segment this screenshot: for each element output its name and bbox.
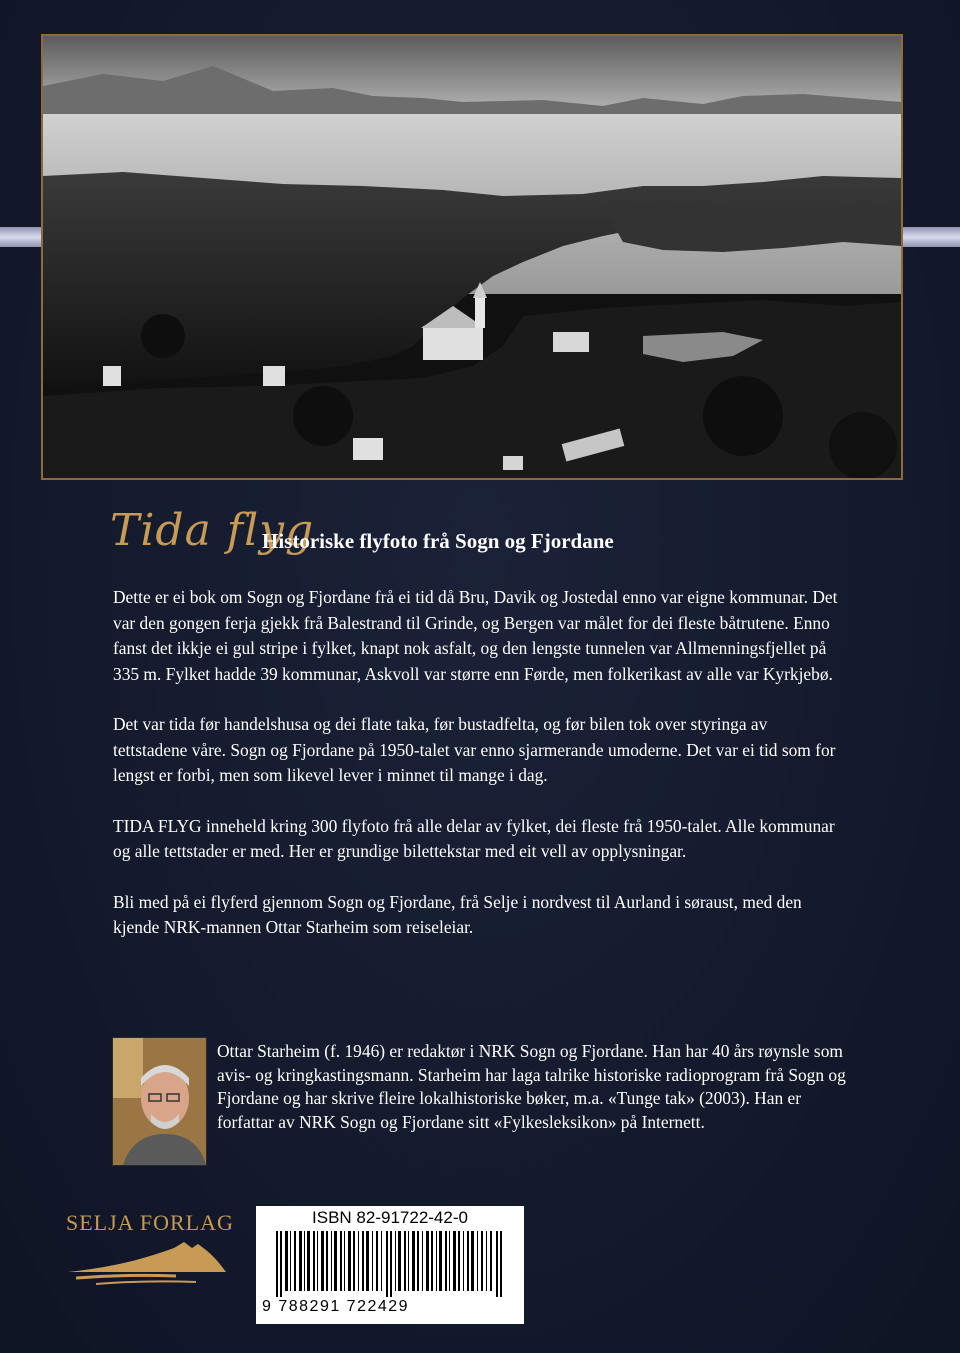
publisher-name: SELJA FORLAG: [66, 1210, 234, 1235]
silver-band-right: [903, 227, 960, 247]
title-row: [110, 505, 890, 575]
book-subtitle: Historiske flyfoto frå Sogn og Fjordane: [262, 529, 614, 553]
paragraph-1: Dette er ei bok om Sogn og Fjordane frå ei tid då Bru, Davik og Jostedal enno var eigne kommunar. Det var den gongen ferja gjekk frå Balestrand til Grinde, og Bergen var målet for dei fleste båtrutene. Enno fanst det ikkje ei gul stripe i fylket, knapt nok asfalt, og den lengste tunnelen var Allmenningsfjellet på 335 m. Fylket hadde 39 kommunar, Askvoll var større enn Førde, men folkerikast av alle var Kyrkjebø.: [113, 587, 838, 684]
paragraph-2: Det var tida før handelshusa og dei flate taka, før bustadfelta, og før bilen tok over styringa av tettstadene våre. Sogn og Fjordane på 1950-talet var enno sjarmerande umoderne. Det var ei tid som for lengst er forbi, men som likevel lever i minnet til mange i dag.: [113, 714, 836, 785]
series-title: Tida flyg: [110, 505, 315, 556]
paragraph-3: TIDA FLYG inneheld kring 300 flyfoto frå alle delar av fylket, dei fleste frå 1950-talet. Alle kommunar og alle tettstader er med. Her er grundige bilettekstar med eit vell av opplysningar.: [113, 815, 835, 861]
publisher-logo-icon: [66, 1238, 236, 1288]
aerial-photo: [41, 34, 903, 480]
barcode-bars: [276, 1231, 506, 1297]
isbn-number: ISBN 82-91722-42-0: [312, 1208, 468, 1227]
silver-band-left: [0, 227, 42, 247]
author-portrait: [112, 1037, 207, 1166]
description-text: [113, 585, 843, 966]
isbn-barcode: [256, 1206, 524, 1324]
paragraph-4: Bli med på ei flyferd gjennom Sogn og Fjordane, frå Selje i nordvest til Aurland i søraust, med den kjende NRK-mannen Ottar Starheim som reiseleiar.: [113, 891, 802, 937]
barcode-digits: 9 788291 722429: [262, 1298, 410, 1315]
author-bio: Ottar Starheim (f. 1946) er redaktør i NRK Sogn og Fjordane. Han har 40 års røynsle som avis- og kringkastingsmann. Starheim har laga talrike historiske radioprogram frå Sogn og Fjordane og har skrive fleire lokalhistoriske bøker, m.a. «Tunge tak» (2003). Han er forfattar av NRK Sogn og Fjordane sitt «Fylkesleksikon» på Internett.: [217, 1041, 846, 1132]
publisher-block: [66, 1210, 246, 1290]
